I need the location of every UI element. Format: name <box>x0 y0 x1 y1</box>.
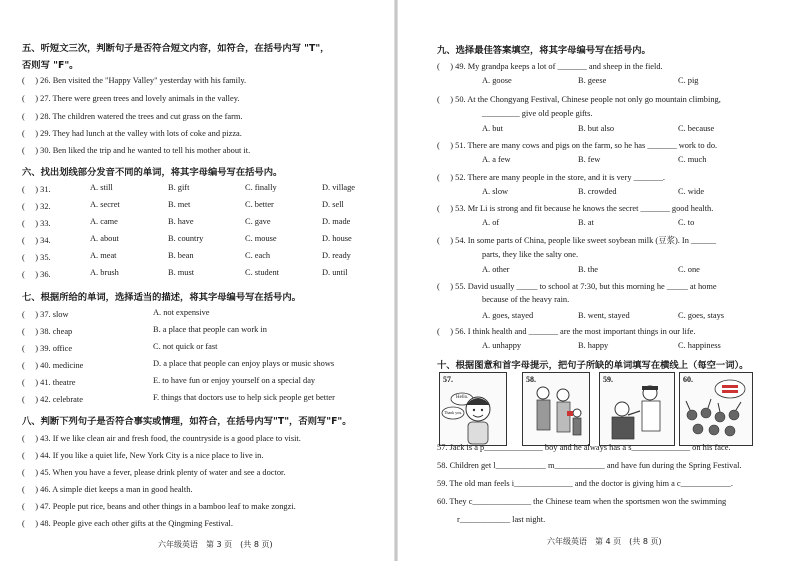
q50-option-c: C. because <box>678 124 715 133</box>
q52-option-c: C. wide <box>678 187 705 196</box>
question-50-cont: _________ give old people gifts. <box>482 109 593 118</box>
q31-number: ( ) 31. <box>22 185 51 194</box>
picture-58 <box>522 372 590 446</box>
question-27: ( ) 27. There were green trees and lovely animals in the valley. <box>22 94 240 103</box>
q56-option-c: C. happiness <box>678 341 721 350</box>
question-45: ( ) 45. When you have a fever, please drink plenty of water and see a doctor. <box>22 468 286 477</box>
question-60-cont: r____________ last night. <box>457 515 546 524</box>
question-51: ( ) 51. There are many cows and pigs on the farm, so he has _______ work to do. <box>437 141 718 150</box>
question-54-cont: parts, they like the salty one. <box>482 250 579 259</box>
q35-number: ( ) 35. <box>22 253 51 262</box>
q38-description: B. a place that people can work in <box>153 325 267 334</box>
question-30: ( ) 30. Ben liked the trip and he wanted to tell his mother about it. <box>22 146 251 155</box>
page-4 <box>397 0 794 561</box>
q34-option-a: A. about <box>90 234 119 243</box>
q49-option-b: B. geese <box>578 76 607 85</box>
question-54: ( ) 54. In some parts of China, people like sweet soybean milk (豆浆). In ______ <box>437 236 717 245</box>
picture-59-number: 59. <box>603 375 613 384</box>
section5-title: 五、听短文三次，判断句子是否符合短文内容，如符合，在括号内写 "T"， <box>22 43 330 54</box>
q56-option-a: A. unhappy <box>482 341 522 350</box>
question-29: ( ) 29. They had lunch at the valley with lots of coke and pizza. <box>22 129 242 138</box>
question-48: ( ) 48. People give each other gifts at the Qingming Festival. <box>22 519 233 528</box>
q54-option-b: B. the <box>578 265 599 274</box>
q32-option-b: B. met <box>168 200 191 209</box>
q53-option-b: B. at <box>578 218 594 227</box>
q32-option-d: D. sell <box>322 200 344 209</box>
page-footer-4: 六年级英语 第 4 页 (共 8 页) <box>547 537 662 546</box>
q55-option-b: B. went, stayed <box>578 311 630 320</box>
q32-number: ( ) 32. <box>22 202 51 211</box>
question-57: 57. Jack is a p______________ boy and he always has a s______________ on his face. <box>437 443 731 452</box>
q49-option-a: A. goose <box>482 76 512 85</box>
q31-option-c: C. finally <box>245 183 277 192</box>
question-46: ( ) 46. A simple diet keeps a man in good health. <box>22 485 193 494</box>
question-50: ( ) 50. At the Chongyang Festival, Chinese people not only go mountain climbing, <box>437 95 721 104</box>
question-43: ( ) 43. If we like clean air and fresh food, the countryside is a good place to visit. <box>22 434 301 443</box>
q52-option-b: B. crowded <box>578 187 617 196</box>
q36-option-a: A. brush <box>90 268 119 277</box>
page-footer-3: 六年级英语 第 3 页 (共 8 页) <box>158 540 273 549</box>
q31-option-b: B. gift <box>168 183 190 192</box>
q33-option-a: A. came <box>90 217 118 226</box>
q35-option-d: D. ready <box>322 251 351 260</box>
smiling-boy-illustration <box>440 373 506 445</box>
picture-58-number: 58. <box>526 375 536 384</box>
section10-title: 十、根据图意和首字母提示，把句子所缺的单词填写在横线上（每空一词）。 <box>437 360 749 371</box>
question-47: ( ) 47. People put rice, beans and other things in a bamboo leaf to make zongzi. <box>22 502 296 511</box>
q35-option-c: C. each <box>245 251 271 260</box>
q39-word: ( ) 39. office <box>22 344 73 353</box>
q42-description: F. things that doctors use to help sick people get better <box>153 393 335 402</box>
section7-title: 七、根据所给的单词，选择适当的描述，将其字母编号写在括号内。 <box>22 292 301 303</box>
q51-option-a: A. a few <box>482 155 511 164</box>
section5-title-cont: 否则写 "F"。 <box>22 60 79 71</box>
question-44: ( ) 44. If you like a quiet life, New York City is a nice place to live in. <box>22 451 264 460</box>
question-53: ( ) 53. Mr Li is strong and fit because he knows the secret _______ good health. <box>437 204 714 213</box>
q33-option-d: D. made <box>322 217 351 226</box>
q31-option-d: D. village <box>322 183 356 192</box>
q52-option-a: A. slow <box>482 187 509 196</box>
q53-option-c: C. to <box>678 218 695 227</box>
question-55: ( ) 55. David usually _____ to school at 7:30, but this morning he _____ at home <box>437 282 717 291</box>
picture-57 <box>439 372 507 446</box>
q42-word: ( ) 42. celebrate <box>22 395 83 404</box>
q50-option-a: A. but <box>482 124 503 133</box>
question-60: 60. They c______________ the Chinese team when the sportsmen won the swimming <box>437 497 727 506</box>
q34-option-b: B. country <box>168 234 204 243</box>
q31-option-a: A. still <box>90 183 113 192</box>
section6-title: 六、找出划线部分发音不同的单词，将其字母编号写在括号内。 <box>22 167 283 178</box>
q34-option-c: C. mouse <box>245 234 277 243</box>
q56-option-b: B. happy <box>578 341 609 350</box>
q33-option-c: C. gave <box>245 217 271 226</box>
q39-description: C. not quick or fast <box>153 342 218 351</box>
q35-option-b: B. bean <box>168 251 194 260</box>
q55-option-c: C. goes, stays <box>678 311 725 320</box>
picture-59 <box>599 372 675 446</box>
cheering-crowd-illustration <box>680 373 752 445</box>
q36-option-d: D. until <box>322 268 348 277</box>
q33-number: ( ) 33. <box>22 219 51 228</box>
question-59: 59. The old man feels i______________ and the doctor is giving him a c____________. <box>437 479 733 488</box>
question-26: ( ) 26. Ben visited the "Happy Valley" yesterday with his family. <box>22 76 247 85</box>
q36-option-c: C. student <box>245 268 279 277</box>
q51-option-c: C. much <box>678 155 707 164</box>
question-56: ( ) 56. I think health and _______ are the most important things in our life. <box>437 327 696 336</box>
q37-description: A. not expensive <box>153 308 210 317</box>
grandparents-giving-money-illustration <box>523 373 589 445</box>
q32-option-a: A. secret <box>90 200 120 209</box>
q54-option-a: A. other <box>482 265 510 274</box>
picture-60-number: 60. <box>683 375 693 384</box>
section9-title: 九、选择最佳答案填空，将其字母编号写在括号内。 <box>437 45 651 56</box>
picture-60 <box>679 372 753 446</box>
q40-description: D. a place that people can enjoy plays or music shows <box>153 359 335 368</box>
q36-number: ( ) 36. <box>22 270 51 279</box>
picture-57-number: 57. <box>443 375 453 384</box>
doctor-and-sick-man-illustration <box>600 373 674 445</box>
q38-word: ( ) 38. cheap <box>22 327 73 336</box>
section8-title: 八、判断下列句子是否符合事实或情理，如符合，在括号内写"T"，否则写"F"。 <box>22 416 352 427</box>
q50-option-b: B. but also <box>578 124 615 133</box>
q55-option-a: A. goes, stayed <box>482 311 534 320</box>
q41-word: ( ) 41. theatre <box>22 378 76 387</box>
q49-option-c: C. pig <box>678 76 699 85</box>
q35-option-a: A. meat <box>90 251 117 260</box>
question-52: ( ) 52. There are many people in the store, and it is very _______. <box>437 173 666 182</box>
q37-word: ( ) 37. slow <box>22 310 69 319</box>
q34-option-d: D. house <box>322 234 352 243</box>
q54-option-c: C. one <box>678 265 700 274</box>
q40-word: ( ) 40. medicine <box>22 361 84 370</box>
speech-bubble-thank-you: Thank you. <box>444 410 463 415</box>
q51-option-b: B. few <box>578 155 601 164</box>
question-55-cont: because of the heavy rain. <box>482 295 570 304</box>
q36-option-b: B. must <box>168 268 195 277</box>
question-49: ( ) 49. My grandpa keeps a lot of _______ and sheep in the field. <box>437 62 663 71</box>
q53-option-a: A. of <box>482 218 500 227</box>
q33-option-b: B. have <box>168 217 194 226</box>
speech-bubble-hello: Hello. <box>456 395 469 400</box>
question-58: 58. Children get l____________ m____________ and have fun during the Spring Festival. <box>437 461 742 470</box>
q41-description: E. to have fun or enjoy yourself on a special day <box>153 376 316 385</box>
q34-number: ( ) 34. <box>22 236 51 245</box>
question-28: ( ) 28. The children watered the trees and cut grass on the farm. <box>22 112 243 121</box>
q32-option-c: C. better <box>245 200 274 209</box>
